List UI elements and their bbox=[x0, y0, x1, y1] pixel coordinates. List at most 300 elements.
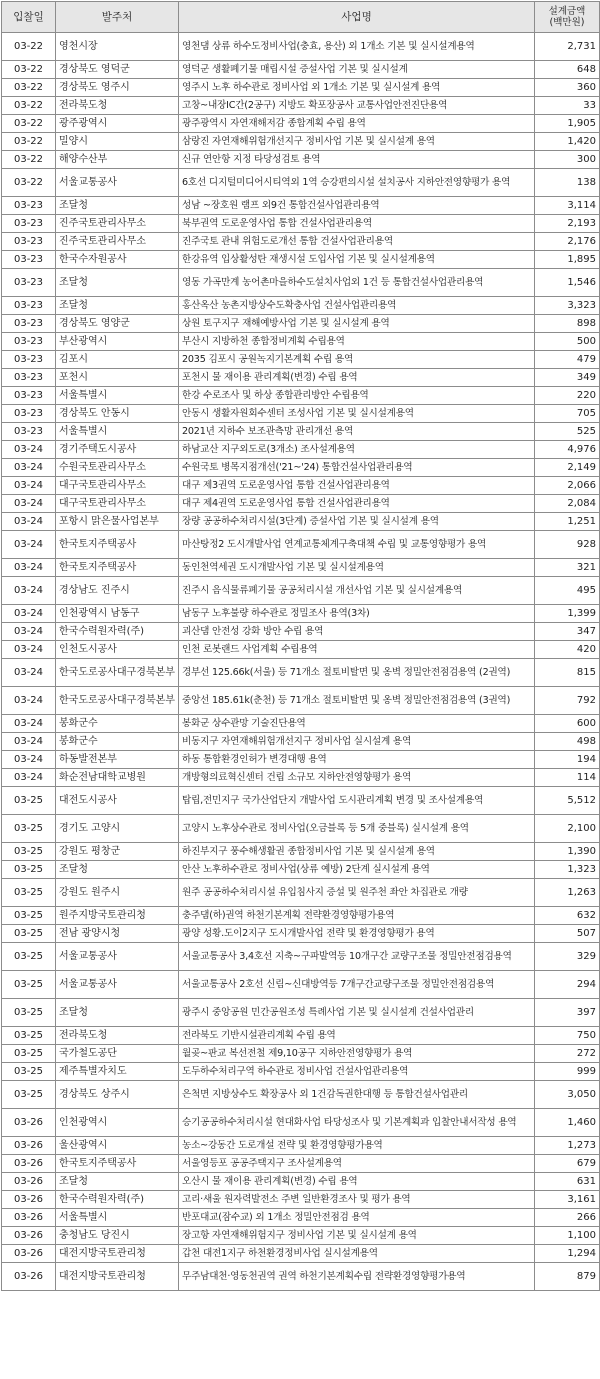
cell-amount: 397 bbox=[535, 999, 600, 1027]
cell-date: 03-26 bbox=[2, 1209, 56, 1227]
cell-project: 대구 제4권역 도로운영사업 통합 건설사업관리용역 bbox=[179, 495, 535, 513]
cell-project: 서울교통공사 2호선 신림~신대방역등 7개구간교량구조물 정밀안전점검용역 bbox=[179, 971, 535, 999]
cell-amount: 1,251 bbox=[535, 513, 600, 531]
cell-org: 진주국토관리사무소 bbox=[56, 215, 179, 233]
cell-amount: 705 bbox=[535, 405, 600, 423]
cell-project: 농소~강동간 도로개설 전략 및 환경영향평가용역 bbox=[179, 1137, 535, 1155]
cell-project: 6호선 디지털미디어시티역외 1역 승강편의시설 설치공사 지하안전영향평가 용역 bbox=[179, 169, 535, 197]
table-row bbox=[2, 233, 600, 251]
cell-amount: 1,294 bbox=[535, 1245, 600, 1263]
cell-date: 03-22 bbox=[2, 115, 56, 133]
cell-project: 진주시 음식물류폐기물 공공처리시설 개선사업 기본 및 실시설계용역 bbox=[179, 577, 535, 605]
table-row bbox=[2, 1045, 600, 1063]
cell-amount: 2,084 bbox=[535, 495, 600, 513]
cell-date: 03-26 bbox=[2, 1137, 56, 1155]
cell-org: 대구국토관리사무소 bbox=[56, 495, 179, 513]
cell-org: 포항시 맑은물사업본부 bbox=[56, 513, 179, 531]
cell-project: 남동구 노후불량 하수관로 정밀조사 용역(3차) bbox=[179, 605, 535, 623]
cell-org: 인천도시공사 bbox=[56, 641, 179, 659]
table-row bbox=[2, 1081, 600, 1109]
cell-date: 03-25 bbox=[2, 1045, 56, 1063]
cell-date: 03-24 bbox=[2, 459, 56, 477]
cell-date: 03-23 bbox=[2, 405, 56, 423]
cell-amount: 3,050 bbox=[535, 1081, 600, 1109]
cell-date: 03-23 bbox=[2, 297, 56, 315]
cell-project: 영주시 노후 하수관로 정비사업 외 1개소 기본 및 실시설계 용역 bbox=[179, 79, 535, 97]
cell-date: 03-22 bbox=[2, 33, 56, 61]
cell-date: 03-24 bbox=[2, 733, 56, 751]
cell-amount: 999 bbox=[535, 1063, 600, 1081]
cell-org: 광주광역시 bbox=[56, 115, 179, 133]
table-row bbox=[2, 715, 600, 733]
cell-project: 한강유역 입상활성탄 재생시설 도입사업 기본 및 실시설계용역 bbox=[179, 251, 535, 269]
cell-date: 03-25 bbox=[2, 943, 56, 971]
cell-amount: 898 bbox=[535, 315, 600, 333]
cell-amount: 194 bbox=[535, 751, 600, 769]
cell-project: 영덕군 생활폐기물 매립시설 증설사업 기본 및 실시설계 bbox=[179, 61, 535, 79]
cell-project: 반포대교(잠수교) 외 1개소 정밀안전점검 용역 bbox=[179, 1209, 535, 1227]
table-row bbox=[2, 423, 600, 441]
table-row bbox=[2, 1137, 600, 1155]
cell-amount: 1,100 bbox=[535, 1227, 600, 1245]
table-row bbox=[2, 197, 600, 215]
cell-amount: 3,114 bbox=[535, 197, 600, 215]
cell-project: 부산시 지방하천 종합정비계획 수립용역 bbox=[179, 333, 535, 351]
cell-org: 경기주택도시공사 bbox=[56, 441, 179, 459]
table-row bbox=[2, 531, 600, 559]
cell-amount: 495 bbox=[535, 577, 600, 605]
cell-date: 03-23 bbox=[2, 387, 56, 405]
cell-project: 대구 제3권역 도로운영사업 통합 건설사업관리용역 bbox=[179, 477, 535, 495]
table-row bbox=[2, 333, 600, 351]
cell-org: 원주지방국토관리청 bbox=[56, 907, 179, 925]
table-row bbox=[2, 943, 600, 971]
table-row bbox=[2, 999, 600, 1027]
table-row bbox=[2, 577, 600, 605]
cell-org: 김포시 bbox=[56, 351, 179, 369]
table-row bbox=[2, 1191, 600, 1209]
table-row bbox=[2, 605, 600, 623]
cell-amount: 632 bbox=[535, 907, 600, 925]
cell-org: 서울특별시 bbox=[56, 387, 179, 405]
cell-amount: 679 bbox=[535, 1155, 600, 1173]
cell-org: 전라북도청 bbox=[56, 97, 179, 115]
cell-amount: 1,905 bbox=[535, 115, 600, 133]
cell-date: 03-24 bbox=[2, 659, 56, 687]
cell-org: 포천시 bbox=[56, 369, 179, 387]
bid-table bbox=[1, 1, 600, 1291]
cell-date: 03-24 bbox=[2, 477, 56, 495]
cell-date: 03-24 bbox=[2, 751, 56, 769]
cell-date: 03-23 bbox=[2, 423, 56, 441]
table-row bbox=[2, 133, 600, 151]
cell-project: 장고항 자연재해위험지구 정비사업 기본 및 실시설계 용역 bbox=[179, 1227, 535, 1245]
cell-amount: 1,323 bbox=[535, 861, 600, 879]
cell-amount: 2,066 bbox=[535, 477, 600, 495]
table-row bbox=[2, 495, 600, 513]
cell-org: 국가철도공단 bbox=[56, 1045, 179, 1063]
cell-project: 상원 토구지구 재해예방사업 기본 및 실시설계 용역 bbox=[179, 315, 535, 333]
table-row bbox=[2, 441, 600, 459]
cell-project: 2035 김포시 공원녹지기본계획 수립 용역 bbox=[179, 351, 535, 369]
cell-org: 조달청 bbox=[56, 297, 179, 315]
cell-org: 서울교통공사 bbox=[56, 971, 179, 999]
cell-amount: 1,895 bbox=[535, 251, 600, 269]
cell-date: 03-24 bbox=[2, 641, 56, 659]
header-amount: 설계금액 (백만원) bbox=[535, 2, 600, 33]
cell-amount: 1,263 bbox=[535, 879, 600, 907]
cell-date: 03-26 bbox=[2, 1245, 56, 1263]
table-row bbox=[2, 215, 600, 233]
cell-org: 서울교통공사 bbox=[56, 169, 179, 197]
table-header bbox=[2, 2, 600, 33]
cell-org: 한국도로공사대구경북본부 bbox=[56, 659, 179, 687]
table-row bbox=[2, 97, 600, 115]
cell-amount: 4,976 bbox=[535, 441, 600, 459]
cell-amount: 500 bbox=[535, 333, 600, 351]
cell-amount: 2,176 bbox=[535, 233, 600, 251]
cell-amount: 300 bbox=[535, 151, 600, 169]
cell-org: 제주특별자치도 bbox=[56, 1063, 179, 1081]
cell-project: 오산시 물 재이용 관리계획(변경) 수립 용역 bbox=[179, 1173, 535, 1191]
cell-amount: 138 bbox=[535, 169, 600, 197]
cell-amount: 347 bbox=[535, 623, 600, 641]
cell-date: 03-26 bbox=[2, 1191, 56, 1209]
cell-date: 03-24 bbox=[2, 559, 56, 577]
table-row bbox=[2, 971, 600, 999]
cell-org: 울산광역시 bbox=[56, 1137, 179, 1155]
cell-date: 03-25 bbox=[2, 815, 56, 843]
table-row bbox=[2, 387, 600, 405]
cell-amount: 479 bbox=[535, 351, 600, 369]
table-row bbox=[2, 1063, 600, 1081]
cell-project: 무주남대천·영동천권역 권역 하천기본계획수립 전략환경영향평가용역 bbox=[179, 1263, 535, 1291]
cell-project: 도두하수처리구역 하수관로 정비사업 건설사업관리용역 bbox=[179, 1063, 535, 1081]
cell-date: 03-25 bbox=[2, 1063, 56, 1081]
cell-amount: 1,399 bbox=[535, 605, 600, 623]
cell-date: 03-24 bbox=[2, 605, 56, 623]
cell-amount: 5,512 bbox=[535, 787, 600, 815]
table-row bbox=[2, 269, 600, 297]
cell-org: 전라북도청 bbox=[56, 1027, 179, 1045]
cell-org: 서울특별시 bbox=[56, 423, 179, 441]
cell-date: 03-25 bbox=[2, 971, 56, 999]
cell-org: 화순전남대학교병원 bbox=[56, 769, 179, 787]
cell-org: 조달청 bbox=[56, 197, 179, 215]
table-body bbox=[2, 33, 600, 1291]
cell-project: 삼랑진 자연재해위험개선지구 정비사업 기본 및 실시설계 용역 bbox=[179, 133, 535, 151]
cell-project: 하남교산 지구외도로(3개소) 조사설계용역 bbox=[179, 441, 535, 459]
table-row bbox=[2, 879, 600, 907]
table-row bbox=[2, 559, 600, 577]
table-row bbox=[2, 787, 600, 815]
cell-date: 03-23 bbox=[2, 197, 56, 215]
cell-org: 인천광역시 bbox=[56, 1109, 179, 1137]
cell-project: 승기공공하수처리시설 현대화사업 타당성조사 및 기본계획과 입찰안내서작성 용역 bbox=[179, 1109, 535, 1137]
cell-org: 경상북도 영양군 bbox=[56, 315, 179, 333]
cell-date: 03-22 bbox=[2, 133, 56, 151]
cell-project: 광주시 중앙공원 민간공원조성 특례사업 기본 및 실시설계 건설사업관리 bbox=[179, 999, 535, 1027]
cell-org: 한국수력원자력(주) bbox=[56, 1191, 179, 1209]
cell-amount: 321 bbox=[535, 559, 600, 577]
cell-date: 03-22 bbox=[2, 79, 56, 97]
table-row bbox=[2, 405, 600, 423]
cell-org: 봉화군수 bbox=[56, 733, 179, 751]
cell-date: 03-25 bbox=[2, 1027, 56, 1045]
cell-date: 03-23 bbox=[2, 333, 56, 351]
cell-date: 03-24 bbox=[2, 687, 56, 715]
cell-date: 03-23 bbox=[2, 233, 56, 251]
table-row bbox=[2, 1109, 600, 1137]
cell-project: 전라북도 기반시설관리계획 수립 용역 bbox=[179, 1027, 535, 1045]
cell-org: 전남 광양시청 bbox=[56, 925, 179, 943]
cell-amount: 294 bbox=[535, 971, 600, 999]
cell-org: 조달청 bbox=[56, 269, 179, 297]
cell-date: 03-22 bbox=[2, 151, 56, 169]
cell-project: 영천댐 상류 하수도정비사업(충효, 용산) 외 1개소 기본 및 실시설계용역 bbox=[179, 33, 535, 61]
cell-org: 경상북도 영주시 bbox=[56, 79, 179, 97]
cell-org: 한국수자원공사 bbox=[56, 251, 179, 269]
cell-org: 경기도 고양시 bbox=[56, 815, 179, 843]
cell-project: 포천시 물 재이용 관리계획(변경) 수립 용역 bbox=[179, 369, 535, 387]
cell-org: 경상북도 안동시 bbox=[56, 405, 179, 423]
cell-org: 한국토지주택공사 bbox=[56, 1155, 179, 1173]
cell-amount: 3,161 bbox=[535, 1191, 600, 1209]
cell-project: 경부선 125.66k(서울) 등 71개소 절토비탈면 및 옹벽 정밀안전점검용역 (2권역) bbox=[179, 659, 535, 687]
cell-org: 하동발전본부 bbox=[56, 751, 179, 769]
cell-org: 한국토지주택공사 bbox=[56, 559, 179, 577]
cell-date: 03-25 bbox=[2, 843, 56, 861]
cell-date: 03-26 bbox=[2, 1263, 56, 1291]
cell-project: 2021년 지하수 보조관측망 관리개선 용역 bbox=[179, 423, 535, 441]
cell-amount: 600 bbox=[535, 715, 600, 733]
cell-org: 서울특별시 bbox=[56, 1209, 179, 1227]
table-row bbox=[2, 369, 600, 387]
table-row bbox=[2, 659, 600, 687]
cell-amount: 815 bbox=[535, 659, 600, 687]
table-row bbox=[2, 751, 600, 769]
cell-project: 장량 공공하수처리시설(3단계) 증설사업 기본 및 실시설계 용역 bbox=[179, 513, 535, 531]
cell-org: 영천시장 bbox=[56, 33, 179, 61]
cell-date: 03-24 bbox=[2, 715, 56, 733]
table-row bbox=[2, 687, 600, 715]
cell-date: 03-25 bbox=[2, 879, 56, 907]
cell-org: 서울교통공사 bbox=[56, 943, 179, 971]
cell-org: 봉화군수 bbox=[56, 715, 179, 733]
table-row bbox=[2, 843, 600, 861]
cell-date: 03-25 bbox=[2, 1081, 56, 1109]
cell-date: 03-25 bbox=[2, 999, 56, 1027]
cell-amount: 2,193 bbox=[535, 215, 600, 233]
table-row bbox=[2, 1027, 600, 1045]
cell-org: 부산광역시 bbox=[56, 333, 179, 351]
cell-date: 03-23 bbox=[2, 251, 56, 269]
table-row bbox=[2, 623, 600, 641]
table-row bbox=[2, 733, 600, 751]
cell-project: 안동시 생활자원회수센터 조성사업 기본 및 실시설계용역 bbox=[179, 405, 535, 423]
cell-date: 03-23 bbox=[2, 269, 56, 297]
table-row bbox=[2, 477, 600, 495]
cell-org: 강원도 원주시 bbox=[56, 879, 179, 907]
cell-project: 홍산옥산 농촌지방상수도확충사업 건설사업관리용역 bbox=[179, 297, 535, 315]
cell-org: 해양수산부 bbox=[56, 151, 179, 169]
cell-amount: 928 bbox=[535, 531, 600, 559]
table-row bbox=[2, 1227, 600, 1245]
cell-amount: 879 bbox=[535, 1263, 600, 1291]
cell-amount: 498 bbox=[535, 733, 600, 751]
cell-amount: 272 bbox=[535, 1045, 600, 1063]
table-row bbox=[2, 1155, 600, 1173]
table-row bbox=[2, 169, 600, 197]
cell-date: 03-25 bbox=[2, 907, 56, 925]
table-row bbox=[2, 815, 600, 843]
cell-project: 광양 성황.도이2지구 도시개발사업 전략 및 환경영향평가 용역 bbox=[179, 925, 535, 943]
cell-amount: 1,273 bbox=[535, 1137, 600, 1155]
cell-org: 한국토지주택공사 bbox=[56, 531, 179, 559]
cell-project: 하진부지구 풍수해생활권 종합정비사업 기본 및 실시설계 용역 bbox=[179, 843, 535, 861]
cell-amount: 525 bbox=[535, 423, 600, 441]
cell-amount: 507 bbox=[535, 925, 600, 943]
cell-amount: 2,100 bbox=[535, 815, 600, 843]
cell-amount: 349 bbox=[535, 369, 600, 387]
cell-amount: 360 bbox=[535, 79, 600, 97]
table-row bbox=[2, 861, 600, 879]
table-row bbox=[2, 513, 600, 531]
cell-org: 인천광역시 남동구 bbox=[56, 605, 179, 623]
header-project: 사업명 bbox=[179, 2, 535, 33]
cell-project: 중앙선 185.61k(춘천) 등 71개소 절토비탈면 및 옹벽 정밀안전점검용역 (3권역) bbox=[179, 687, 535, 715]
cell-date: 03-24 bbox=[2, 769, 56, 787]
cell-org: 조달청 bbox=[56, 999, 179, 1027]
cell-project: 북부권역 도로운영사업 통합 건설사업관리용역 bbox=[179, 215, 535, 233]
cell-project: 수원국토 병목지점개선('21~'24) 통합건설사업관리용역 bbox=[179, 459, 535, 477]
cell-amount: 750 bbox=[535, 1027, 600, 1045]
table-row bbox=[2, 115, 600, 133]
cell-org: 경상남도 진주시 bbox=[56, 577, 179, 605]
cell-project: 안산 노후하수관로 정비사업(상류 예방) 2단계 실시설계 용역 bbox=[179, 861, 535, 879]
table-row bbox=[2, 1263, 600, 1291]
cell-org: 조달청 bbox=[56, 861, 179, 879]
cell-date: 03-26 bbox=[2, 1227, 56, 1245]
table-row bbox=[2, 315, 600, 333]
cell-project: 개방형의료혁신센터 건립 소규모 지하안전영향평가 용역 bbox=[179, 769, 535, 787]
cell-org: 조달청 bbox=[56, 1173, 179, 1191]
cell-org: 수원국토관리사무소 bbox=[56, 459, 179, 477]
table-row bbox=[2, 351, 600, 369]
cell-amount: 631 bbox=[535, 1173, 600, 1191]
cell-date: 03-26 bbox=[2, 1109, 56, 1137]
cell-project: 마산탕정2 도시개발사업 연계교통체계구축대책 수립 및 교통영향평가 용역 bbox=[179, 531, 535, 559]
cell-project: 영동 가곡만계 농어촌마을하수도설치사업외 1건 등 통합건설사업관리용역 bbox=[179, 269, 535, 297]
cell-project: 신규 연안항 지정 타당성검토 용역 bbox=[179, 151, 535, 169]
table-row bbox=[2, 1209, 600, 1227]
table-row bbox=[2, 61, 600, 79]
cell-project: 갑천 대전1지구 하천환경정비사업 실시설계용역 bbox=[179, 1245, 535, 1263]
cell-project: 광주광역시 자연재해저감 종합계획 수립 용역 bbox=[179, 115, 535, 133]
cell-amount: 2,149 bbox=[535, 459, 600, 477]
cell-amount: 2,731 bbox=[535, 33, 600, 61]
cell-date: 03-25 bbox=[2, 861, 56, 879]
cell-org: 대전도시공사 bbox=[56, 787, 179, 815]
cell-amount: 1,546 bbox=[535, 269, 600, 297]
cell-org: 대구국토관리사무소 bbox=[56, 477, 179, 495]
cell-amount: 1,390 bbox=[535, 843, 600, 861]
cell-date: 03-24 bbox=[2, 531, 56, 559]
cell-amount: 220 bbox=[535, 387, 600, 405]
cell-date: 03-25 bbox=[2, 925, 56, 943]
cell-amount: 792 bbox=[535, 687, 600, 715]
cell-date: 03-24 bbox=[2, 623, 56, 641]
header-org: 발주처 bbox=[56, 2, 179, 33]
cell-org: 한국수력원자력(주) bbox=[56, 623, 179, 641]
cell-amount: 420 bbox=[535, 641, 600, 659]
table-row bbox=[2, 641, 600, 659]
cell-project: 괴산댐 안전성 강화 방안 수립 용역 bbox=[179, 623, 535, 641]
cell-project: 월곶~판교 복선전철 제9,10공구 지하안전영향평가 용역 bbox=[179, 1045, 535, 1063]
table-row bbox=[2, 769, 600, 787]
cell-date: 03-24 bbox=[2, 513, 56, 531]
cell-project: 비동지구 자연재해위험개선지구 정비사업 실시설계 용역 bbox=[179, 733, 535, 751]
cell-date: 03-25 bbox=[2, 787, 56, 815]
cell-project: 원주 공공하수처리시설 유입침사지 증설 및 원주천 좌안 차집관로 개량 bbox=[179, 879, 535, 907]
cell-project: 고창~내장IC간(2공구) 지방도 확포장공사 교통사업안전진단용역 bbox=[179, 97, 535, 115]
table-row bbox=[2, 907, 600, 925]
cell-date: 03-22 bbox=[2, 97, 56, 115]
cell-org: 충청남도 당진시 bbox=[56, 1227, 179, 1245]
cell-project: 서울영등포 공공주택지구 조사설계용역 bbox=[179, 1155, 535, 1173]
cell-amount: 33 bbox=[535, 97, 600, 115]
cell-date: 03-23 bbox=[2, 315, 56, 333]
cell-amount: 1,460 bbox=[535, 1109, 600, 1137]
table-row bbox=[2, 1245, 600, 1263]
table-row bbox=[2, 79, 600, 97]
cell-org: 밀양시 bbox=[56, 133, 179, 151]
table-row bbox=[2, 151, 600, 169]
table-row bbox=[2, 1173, 600, 1191]
cell-project: 성남 ~장호원 램프 외9건 통합건설사업관리용역 bbox=[179, 197, 535, 215]
cell-project: 봉화군 상수관망 기술진단용역 bbox=[179, 715, 535, 733]
cell-org: 경상북도 상주시 bbox=[56, 1081, 179, 1109]
cell-amount: 114 bbox=[535, 769, 600, 787]
cell-date: 03-24 bbox=[2, 441, 56, 459]
cell-org: 대전지방국토관리청 bbox=[56, 1263, 179, 1291]
cell-amount: 266 bbox=[535, 1209, 600, 1227]
cell-org: 대전지방국토관리청 bbox=[56, 1245, 179, 1263]
cell-date: 03-23 bbox=[2, 369, 56, 387]
cell-org: 경상북도 영덕군 bbox=[56, 61, 179, 79]
cell-amount: 3,323 bbox=[535, 297, 600, 315]
cell-project: 고양시 노후상수관로 정비사업(오금블록 등 5개 중블록) 실시설계 용역 bbox=[179, 815, 535, 843]
cell-project: 한강 수로조사 및 하상 종합관리방안 수립용역 bbox=[179, 387, 535, 405]
cell-org: 진주국토관리사무소 bbox=[56, 233, 179, 251]
cell-date: 03-24 bbox=[2, 577, 56, 605]
cell-date: 03-22 bbox=[2, 61, 56, 79]
table-row bbox=[2, 33, 600, 61]
table-row bbox=[2, 251, 600, 269]
table-row bbox=[2, 297, 600, 315]
cell-project: 인천 로봇랜드 사업계획 수립용역 bbox=[179, 641, 535, 659]
cell-project: 진주국토 관내 위험도로개선 통합 건설사업관리용역 bbox=[179, 233, 535, 251]
cell-project: 은척면 지방상수도 확장공사 외 1건감독권한대행 등 통합건설사업관리 bbox=[179, 1081, 535, 1109]
cell-amount: 648 bbox=[535, 61, 600, 79]
cell-org: 강원도 평창군 bbox=[56, 843, 179, 861]
cell-date: 03-23 bbox=[2, 351, 56, 369]
table-row bbox=[2, 925, 600, 943]
cell-amount: 329 bbox=[535, 943, 600, 971]
cell-project: 하동 통합환경인허가 변경대행 용역 bbox=[179, 751, 535, 769]
cell-date: 03-22 bbox=[2, 169, 56, 197]
cell-amount: 1,420 bbox=[535, 133, 600, 151]
